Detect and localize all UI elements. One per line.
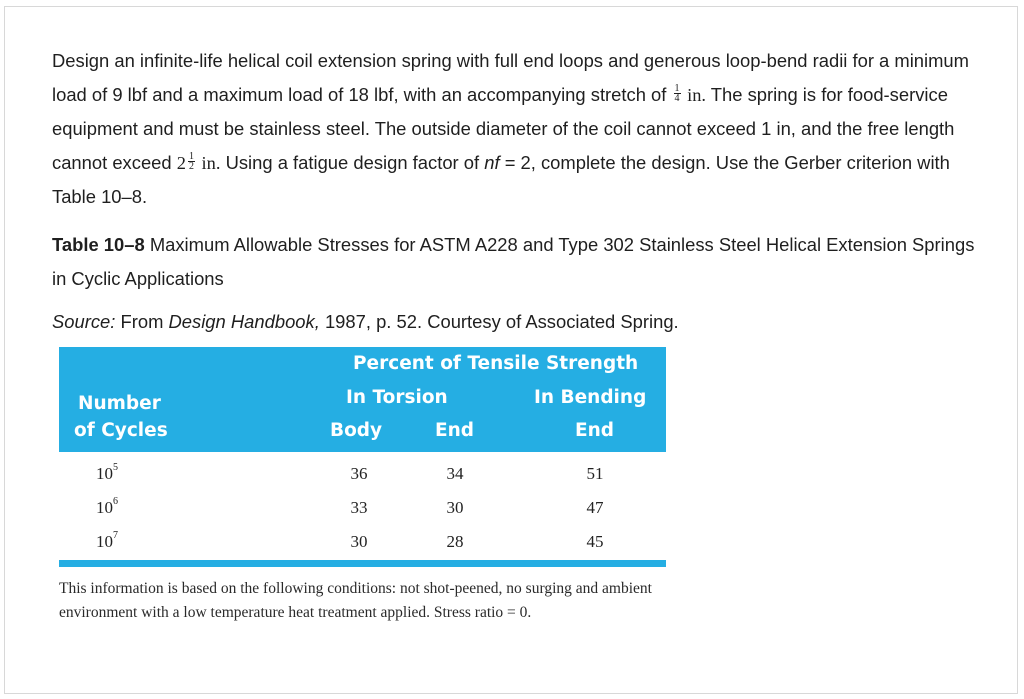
free-length-unit: in. [196,152,221,173]
header-percent: Percent of Tensile Strength [353,353,639,374]
source-line: Source: From Design Handbook, 1987, p. 52. Courtesy of Associated Spring. [52,311,679,333]
stress-table [59,347,666,625]
table-header [59,347,666,452]
stretch-unit: in. [682,84,707,105]
table-note: This information is based on the following conditions: not shot-peened, no surging and ambient environment with a low temperature heat treatment applied. Stress ratio = 0. [59,580,652,621]
bending-end-cell: 47 [586,498,604,517]
bending-end-cell: 51 [586,464,604,483]
cycles-cell: $10^6$ [96,496,118,517]
table-title: Maximum Allowable Stresses for ASTM A228 and Type 302 Stainless Steel Helical Extension Springs in Cyclic Applications [52,233,975,289]
source-label: Source: [52,311,116,333]
table-label: Table 10–8 [52,233,145,255]
stretch-fraction: $\frac{1}{4}$ [674,83,680,105]
header-body: Body [330,420,383,441]
end-cell: 28 [446,532,464,551]
problem-statement [52,44,982,214]
source-book: Design Handbook, [168,311,320,333]
body-cell: 30 [350,532,368,551]
free-length-whole: 2 [176,152,186,173]
cycles-cell: $10^7$ [96,530,118,551]
end-cell: 34 [446,464,464,483]
header-number: Number [78,393,161,414]
header-end-bending: End [575,420,615,441]
problem-text-1: Design an infinite-life helical coil extension spring with full end loops and generous loop-bend radii for a minimum load of 9 lbf and a maximum load of 18 lbf, with an accompanying stretch of [52,50,969,105]
nf-variable: nf [484,151,500,173]
cycles-cell: $10^5$ [96,462,118,483]
header-bending: In Bending [534,387,647,408]
body-cell: 33 [350,498,368,517]
body-cell: 36 [350,464,368,483]
free-length-fraction: $\frac{1}{2}$ [188,151,194,173]
problem-text-4: = 2, complete the design. Use the Gerber criterion with Table 10–8. [52,151,950,208]
table-caption [52,228,982,295]
bending-end-cell: 45 [586,532,604,551]
header-torsion: In Torsion [346,387,448,408]
end-cell: 30 [446,498,464,517]
header-end: End [435,420,475,441]
problem-text-2: The spring is for food-service equipment and must be stainless steel. The outside diameter of the coil cannot exceed 1 in, and the free length cannot exceed [52,83,955,173]
table-body [59,452,666,560]
table-bottom-rule [59,560,666,567]
header-cycles: of Cycles [74,420,168,441]
document-content [52,44,982,339]
problem-text-3: Using a fatigue design factor of [220,151,485,173]
